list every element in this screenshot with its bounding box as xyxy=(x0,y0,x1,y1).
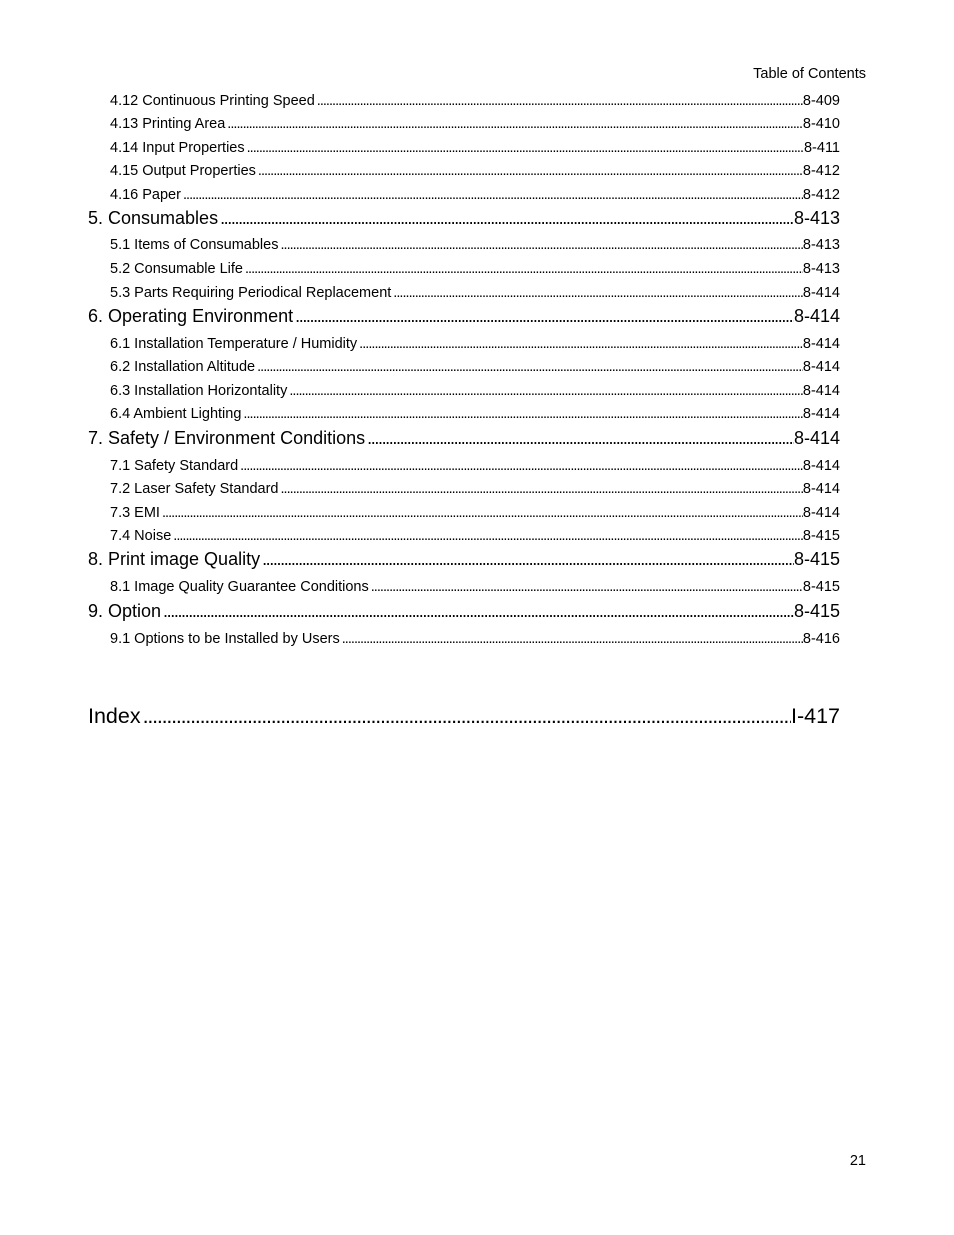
toc-entry-title: 9.1 Options to be Installed by Users xyxy=(110,631,340,647)
toc-entry-page: 8-414 xyxy=(802,458,840,474)
toc-entry[interactable] xyxy=(110,406,840,422)
toc-entry-page: 8-414 xyxy=(802,359,840,375)
toc-entry[interactable] xyxy=(110,237,840,253)
toc-entry-page: 8-414 xyxy=(802,481,840,497)
toc-section-page: 8-415 xyxy=(793,601,840,621)
toc-section-title: 6. Operating Environment xyxy=(88,306,294,326)
toc-section-title: 5. Consumables xyxy=(88,208,219,228)
toc-leader-dots xyxy=(278,481,802,497)
toc-entry-title: 7.2 Laser Safety Standard xyxy=(110,481,279,497)
toc-index-title: Index xyxy=(88,704,141,728)
toc-section[interactable] xyxy=(88,601,840,622)
toc-leader-dots xyxy=(243,261,803,277)
toc-leader-dots xyxy=(315,93,803,109)
toc-entry-title: 5.3 Parts Requiring Periodical Replacement xyxy=(110,285,392,301)
toc-entry-page: 8-414 xyxy=(802,406,840,422)
toc-leader-dots xyxy=(391,285,803,301)
toc-entry-page: 8-414 xyxy=(802,383,840,399)
toc-entry-title: 8.1 Image Quality Guarantee Conditions xyxy=(110,579,369,595)
toc-leader-dots xyxy=(255,359,803,375)
toc-entry[interactable] xyxy=(110,528,840,544)
toc-leader-dots xyxy=(238,458,803,474)
toc-entry-title: 7.1 Safety Standard xyxy=(110,458,239,474)
toc-section-title: 7. Safety / Environment Conditions xyxy=(88,428,366,448)
toc-entry[interactable] xyxy=(110,383,840,399)
toc-entry-page: 8-414 xyxy=(802,336,840,352)
toc-entry-title: 4.15 Output Properties xyxy=(110,163,256,179)
toc-leader-dots xyxy=(141,704,791,729)
toc-entry-page: 8-411 xyxy=(803,140,840,156)
toc-entry-title: 7.3 EMI xyxy=(110,505,160,521)
toc-entry-title: 6.1 Installation Temperature / Humidity xyxy=(110,336,358,352)
toc-entry[interactable] xyxy=(110,285,840,301)
toc-entry-page: 8-409 xyxy=(802,93,840,109)
toc-leader-dots xyxy=(260,549,794,570)
toc-leader-dots xyxy=(161,601,794,622)
toc-entry[interactable] xyxy=(110,631,840,647)
toc-leader-dots xyxy=(340,631,803,647)
toc-leader-dots xyxy=(293,306,794,327)
toc-entry-title: 7.4 Noise xyxy=(110,528,172,544)
toc-entry-page: 8-413 xyxy=(802,261,840,277)
toc-entry-title: 5.1 Items of Consumables xyxy=(110,237,279,253)
toc-leader-dots xyxy=(171,528,803,544)
toc-section[interactable] xyxy=(88,208,840,229)
toc-leader-dots xyxy=(287,383,803,399)
toc-entry-page: 8-414 xyxy=(802,505,840,521)
toc-entry[interactable] xyxy=(110,163,840,179)
toc-section-title: 8. Print image Quality xyxy=(88,549,261,569)
toc-entry[interactable] xyxy=(110,116,840,132)
toc-section[interactable] xyxy=(88,306,840,327)
toc-leader-dots xyxy=(245,140,804,156)
toc-entry[interactable] xyxy=(110,359,840,375)
toc-entry[interactable] xyxy=(110,481,840,497)
toc-entry-title: 4.14 Input Properties xyxy=(110,140,245,156)
toc-entry[interactable] xyxy=(110,93,840,109)
toc-entry-page: 8-412 xyxy=(802,163,840,179)
toc-entry-title: 4.12 Continuous Printing Speed xyxy=(110,93,315,109)
toc-index-page: I-417 xyxy=(790,704,840,728)
toc-entry-title: 5.2 Consumable Life xyxy=(110,261,243,277)
toc-entry[interactable] xyxy=(110,458,840,474)
toc-entry-title: 6.2 Installation Altitude xyxy=(110,359,256,375)
toc-section-page: 8-414 xyxy=(793,306,840,326)
toc-leader-dots xyxy=(241,406,803,422)
toc-section[interactable] xyxy=(88,549,840,570)
toc-leader-dots xyxy=(181,187,803,203)
toc-leader-dots xyxy=(160,505,803,521)
toc-section-page: 8-413 xyxy=(793,208,840,228)
toc-entry-title: 4.13 Printing Area xyxy=(110,116,226,132)
toc-entry-page: 8-416 xyxy=(802,631,840,647)
toc-leader-dots xyxy=(218,208,794,229)
toc-section-page: 8-414 xyxy=(793,428,840,448)
toc-entry-page: 8-412 xyxy=(802,187,840,203)
toc-entry[interactable] xyxy=(110,505,840,521)
toc-entry[interactable] xyxy=(110,140,840,156)
toc-entry-page: 8-413 xyxy=(802,237,840,253)
toc-entry[interactable] xyxy=(110,261,840,277)
toc-leader-dots xyxy=(357,336,803,352)
toc-entry-title: 4.16 Paper xyxy=(110,187,181,203)
toc-leader-dots xyxy=(225,116,803,132)
toc-entry-page: 8-415 xyxy=(802,579,840,595)
toc-index-entry[interactable] xyxy=(88,704,840,729)
page-header: Table of Contents xyxy=(753,66,866,82)
toc-leader-dots xyxy=(365,428,794,449)
toc-leader-dots xyxy=(278,237,802,253)
toc-entry-page: 8-415 xyxy=(802,528,840,544)
toc-entry-page: 8-414 xyxy=(802,285,840,301)
toc-entry-title: 6.3 Installation Horizontality xyxy=(110,383,288,399)
toc-entry[interactable] xyxy=(110,336,840,352)
toc-entry-title: 6.4 Ambient Lighting xyxy=(110,406,242,422)
toc-entry[interactable] xyxy=(110,579,840,595)
toc-section-page: 8-415 xyxy=(793,549,840,569)
page-number: 21 xyxy=(849,1153,866,1169)
toc-section[interactable] xyxy=(88,428,840,449)
toc-leader-dots xyxy=(256,163,803,179)
toc-entry[interactable] xyxy=(110,187,840,203)
toc-leader-dots xyxy=(369,579,803,595)
toc-entry-page: 8-410 xyxy=(802,116,840,132)
toc-section-title: 9. Option xyxy=(88,601,162,621)
